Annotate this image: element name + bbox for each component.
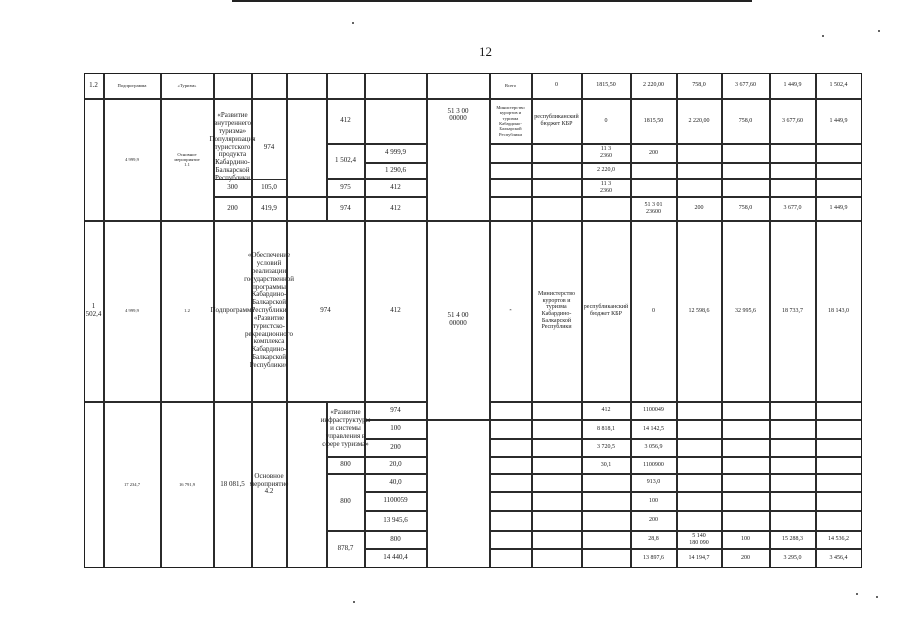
amount-2020: 18 143,0 <box>816 221 862 402</box>
amount-2017: 28,8 <box>631 531 677 549</box>
amount-2019: 200 <box>722 549 770 568</box>
funding-source: Министерство курортов и туризма Кабардино- Балкарской Республики <box>490 99 532 144</box>
amount-2014: 0 <box>532 73 582 99</box>
amount-2017: 758,0 <box>677 73 722 99</box>
amount-2016: 2 220,00 <box>631 73 677 99</box>
amount-2020: 1 449,9 <box>816 197 862 221</box>
amount-2016: 51 3 01 23600 <box>631 197 677 221</box>
activity-name: 17 234,7 <box>104 402 161 568</box>
admin-code: «Развитие внутреннего туризма» Популяризация туристского продукта Кабардино- Балкарской Республики <box>214 99 252 197</box>
amount-2019: 100 <box>722 531 770 549</box>
section-code: 419,9 <box>252 197 287 221</box>
expense-type: 412 <box>365 179 427 197</box>
amount-2015: 11 3 2360 <box>582 179 631 197</box>
amount-2016: 913,0 <box>631 474 677 492</box>
target-code: 800 <box>327 474 365 531</box>
target-code: 412 <box>327 99 365 144</box>
amount-2020: 1 449,9 <box>816 99 862 144</box>
amount-2019: 1 449,9 <box>770 73 816 99</box>
amount-2016: 1100049 <box>631 402 677 420</box>
admin-code: 18 081,5 <box>214 402 252 568</box>
amount-2017: 12 598,6 <box>677 221 722 402</box>
activity-description: 16 791,9 <box>161 402 214 568</box>
expense-type: 1 290,6 <box>365 163 427 179</box>
target-code: 975 <box>327 179 365 197</box>
amount-2016: 0 <box>631 221 677 402</box>
amount-2015: 30,1 <box>582 457 631 474</box>
expense-type: 800 <box>365 531 427 549</box>
amount-2021: 14 536,2 <box>816 531 862 549</box>
program-name: 1.2 <box>161 221 214 402</box>
amount-2019: 3 677,0 <box>770 197 816 221</box>
admin-code: Подпрограмма <box>214 221 252 402</box>
program-name: «Туризм» <box>161 73 214 99</box>
expense-type: 14 440,4 <box>365 549 427 568</box>
amount-2015: 2 220,0 <box>582 163 631 179</box>
expense-type: 974 <box>365 402 427 420</box>
expense-type: 13 945,6 <box>365 511 427 531</box>
activity-name: 4 999,9 <box>104 99 161 221</box>
amount-2021: 3 456,4 <box>816 549 862 568</box>
amount-2020: 3 295,0 <box>770 549 816 568</box>
expense-type: 20,0 <box>365 457 427 474</box>
section-code: 105,0 <box>252 179 287 197</box>
amount-2017: 13 897,6 <box>631 549 677 568</box>
target-code: «Развитие инфраструктуры и системы управления в сфере туризма» <box>327 402 365 457</box>
row-type: 4 999,9 <box>104 221 161 402</box>
target-code: 878,7 <box>327 531 365 568</box>
amount-2016: 200 <box>631 144 677 163</box>
amount-2018: 3 677,60 <box>722 73 770 99</box>
amount-2015: 3 720,5 <box>582 439 631 457</box>
expense-type: 4 999,9 <box>365 144 427 163</box>
amount-2015: республиканский бюджет КБР <box>582 221 631 402</box>
activity-description: Основное мероприятие 1.1 <box>161 99 214 221</box>
amount-2015: 0 <box>582 99 631 144</box>
amount-2015: 11 3 2360 <box>582 144 631 163</box>
amount-2019: 18 733,7 <box>770 221 816 402</box>
amount-2017: 2 220,00 <box>677 99 722 144</box>
funding-source: * <box>490 221 532 402</box>
amount-2014: Министерство курортов и туризма Кабардино- Балкарской Республики <box>532 221 582 402</box>
expense-type: 412 <box>365 197 427 221</box>
amount-2018: 758,0 <box>722 99 770 144</box>
amount-2016: 200 <box>631 511 677 531</box>
amount-2015: 8 818,1 <box>582 420 631 439</box>
expense-type: 412 <box>365 221 427 402</box>
expense-type: 1100059 <box>365 492 427 511</box>
section-code: Основное мероприятие 4.2 <box>252 402 287 568</box>
target-code: 974 <box>327 197 365 221</box>
row-number: 1.2 <box>84 73 104 99</box>
amount-2017: 200 <box>677 197 722 221</box>
amount-2016: 1815,50 <box>631 99 677 144</box>
amount-2018: 14 194,7 <box>677 549 722 568</box>
amount-2016: 100 <box>631 492 677 511</box>
admin-code: 200 <box>214 197 252 221</box>
amount-2015: 412 <box>582 402 631 420</box>
amount-2018: 32 995,6 <box>722 221 770 402</box>
row-type: Подпрограмма <box>104 73 161 99</box>
expense-type: 100 <box>365 420 427 439</box>
section-code: 974 <box>252 99 287 197</box>
section-code: «Обеспечение условий реализации государственной программы Кабардино- Балкарской Республики «Развитие туристско- рекреационного комплекса Кабардино- Балкарской Республики» <box>252 221 287 402</box>
amount-2016: 14 142,5 <box>631 420 677 439</box>
executor: 51 4 00 00000 <box>427 221 490 420</box>
amount-2016: 3 056,9 <box>631 439 677 457</box>
amount-2018: 758,0 <box>722 197 770 221</box>
page-number: 12 <box>479 44 492 59</box>
target-code: 800 <box>327 457 365 474</box>
expense-type: 40,0 <box>365 474 427 492</box>
admin-code: 300 <box>214 179 252 197</box>
table-frame <box>84 73 862 568</box>
target-code: 974 <box>287 221 365 402</box>
row-number: 1 502,4 <box>84 221 104 402</box>
amount-2019: 3 677,60 <box>770 99 816 144</box>
amount-2014: республиканский бюджет КБР <box>532 99 582 144</box>
amount-2020: 15 288,3 <box>770 531 816 549</box>
executor: 51 3 00 00000 <box>427 99 490 221</box>
target-code: 1 502,4 <box>327 144 365 179</box>
funding-source: Всего <box>490 73 532 99</box>
amount-2018: 5 140 180 090 <box>677 531 722 549</box>
amount-2016: 1100900 <box>631 457 677 474</box>
amount-2020: 1 502,4 <box>816 73 862 99</box>
expense-type: 200 <box>365 439 427 457</box>
amount-2015: 1815,50 <box>582 73 631 99</box>
